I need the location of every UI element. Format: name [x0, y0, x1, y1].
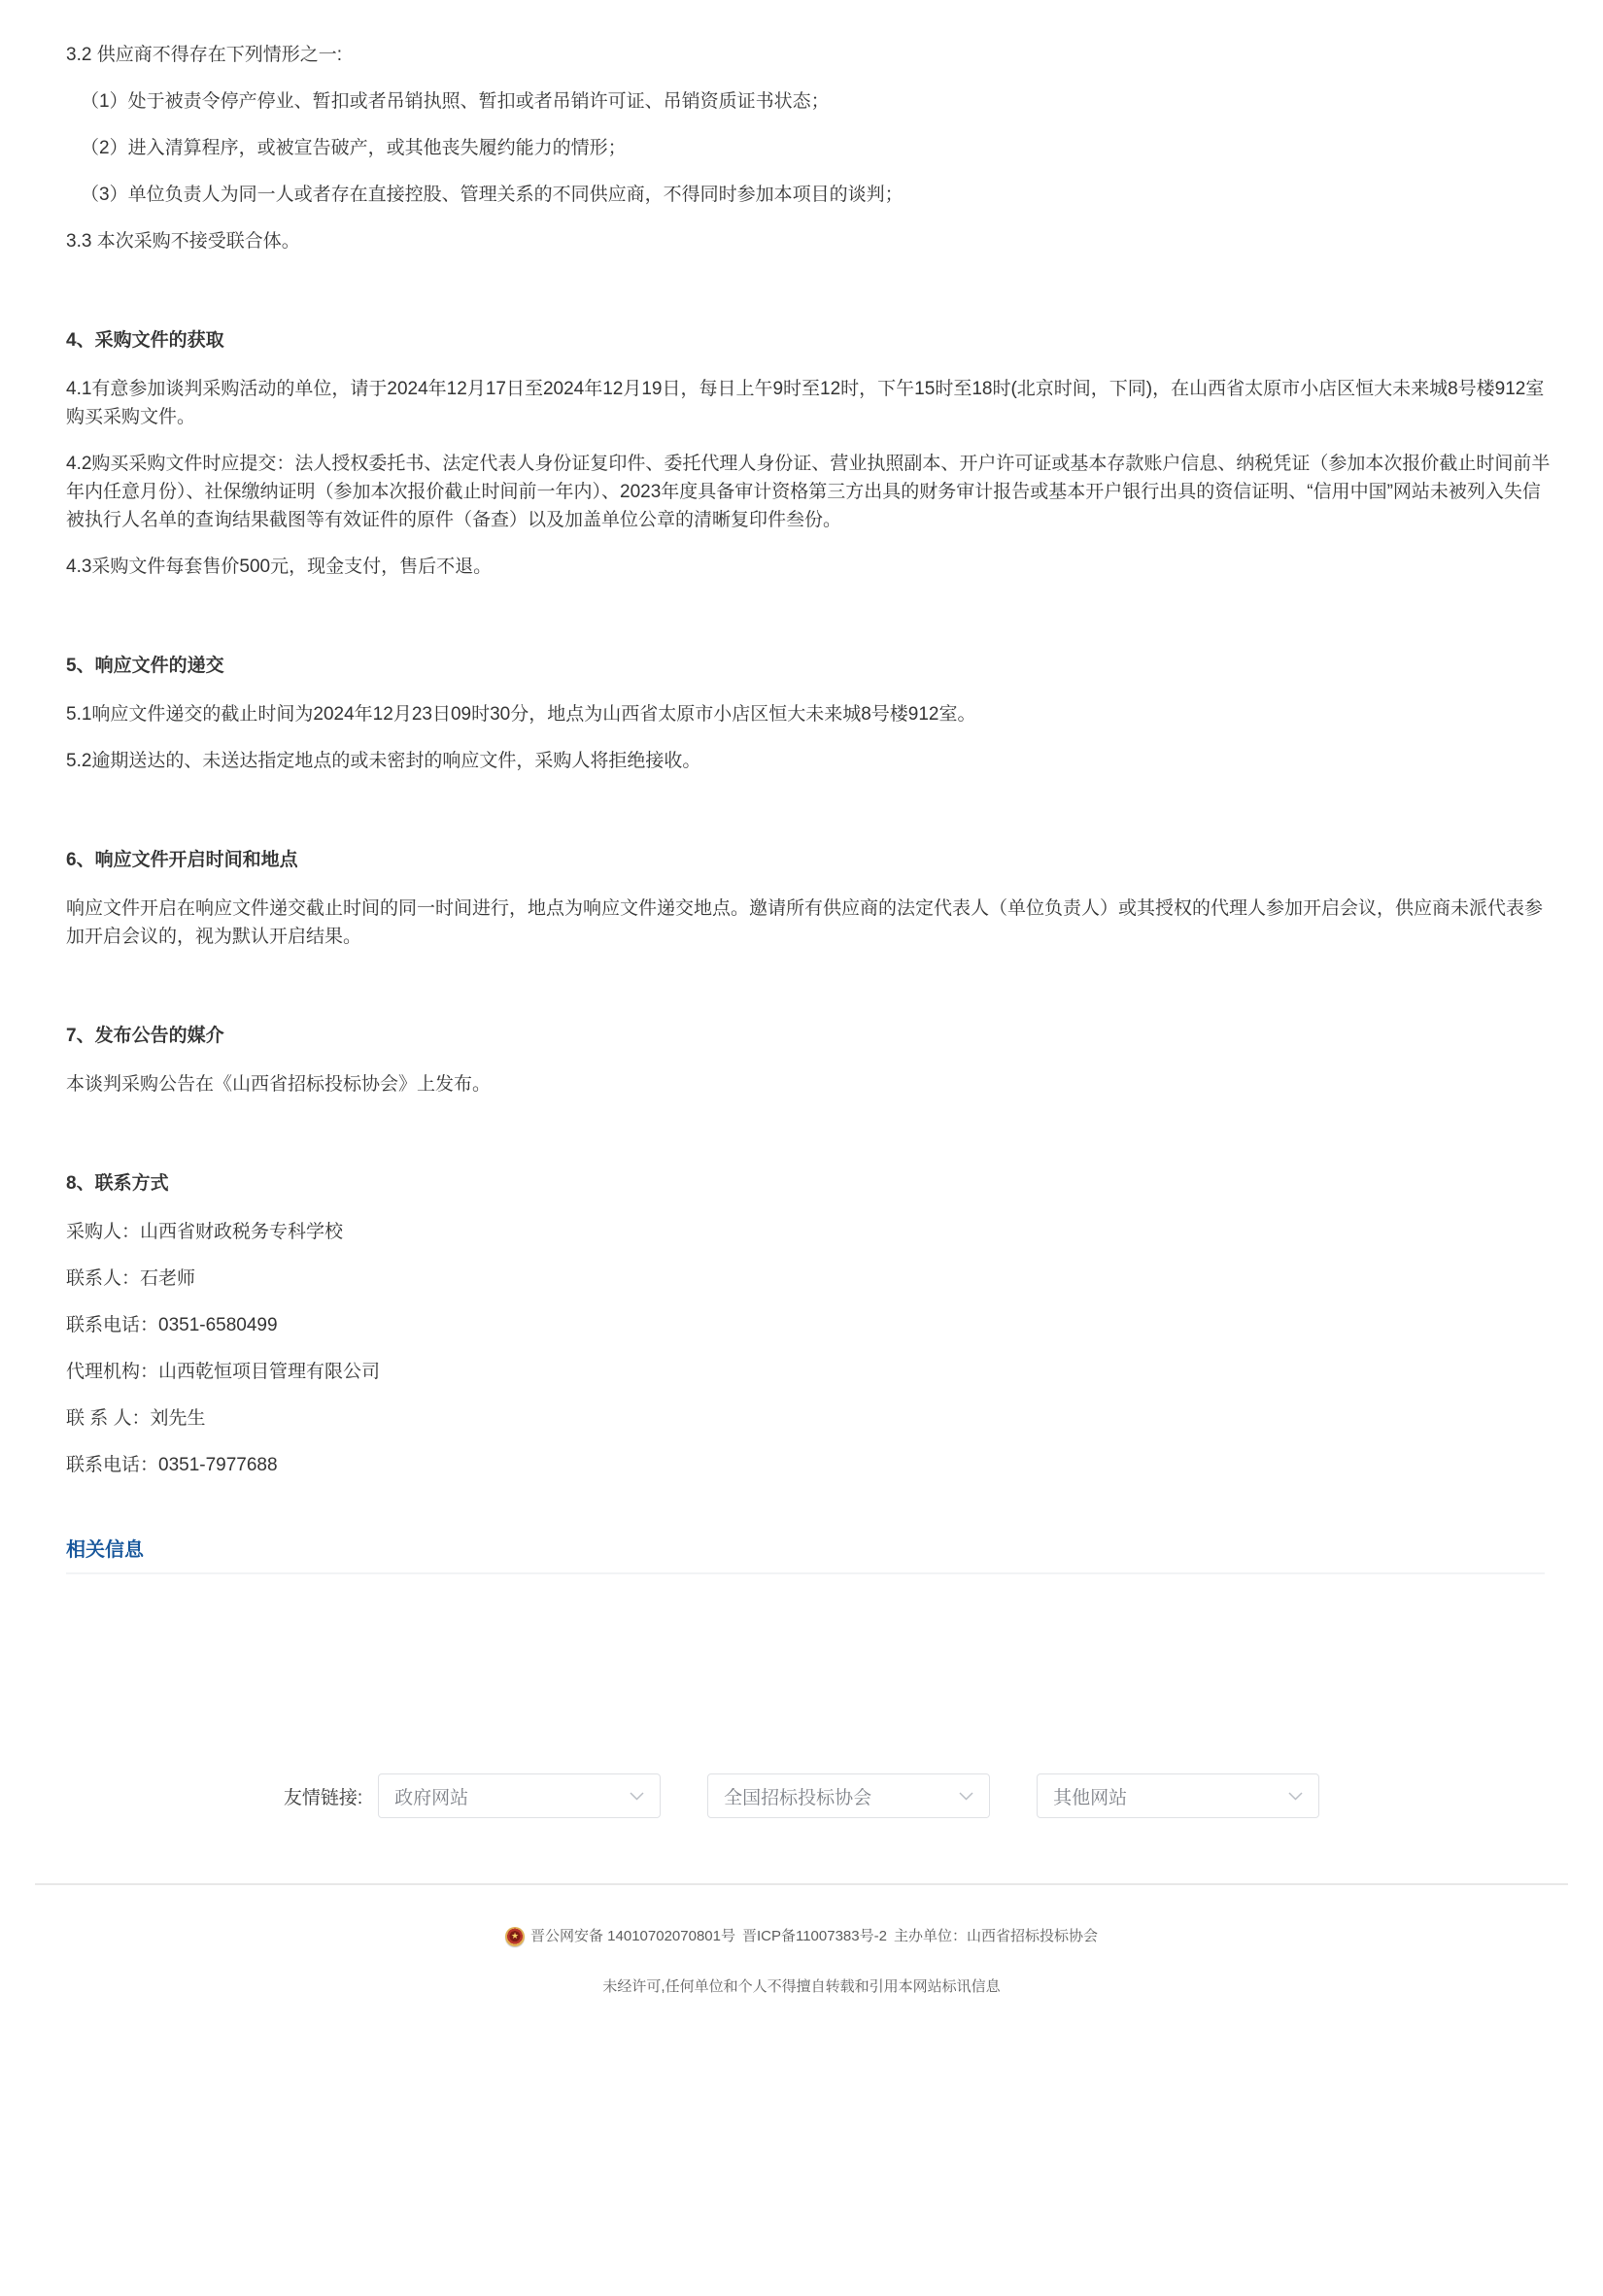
section-heading-contact-info: 8、联系方式	[66, 1173, 169, 1194]
footer-divider	[35, 1883, 1568, 1885]
related-info-title[interactable]: 相关信息	[66, 1539, 144, 1561]
contact-person: 联系人：石老师	[66, 1268, 196, 1289]
clause-5-2: 5.2逾期送达的、未送达指定地点的或未密封的响应文件，采购人将拒绝接收。	[66, 751, 701, 771]
select-value-government: 政府网站	[394, 1787, 469, 1808]
contact-agency-phone: 联系电话：0351-7977688	[66, 1455, 278, 1475]
select-value-other-sites: 其他网站	[1053, 1787, 1128, 1808]
clause-3-2-item-1: （1）处于被责令停产停业、暂扣或者吊销执照、暂扣或者吊销许可证、吊销资质证书状态；	[81, 91, 830, 112]
friendly-links-label: 友情链接:	[283, 1787, 363, 1808]
footer-beian-line	[0, 1926, 1603, 1946]
friendly-links-select-other-sites[interactable]	[1037, 1773, 1319, 1818]
clause-4-2: 4.2购买采购文件时应提交：法人授权委托书、法定代表人身份证复印件、委托代理人身份证、营业执照副本、开户许可证或基本存款账户信息、纳税凭证（参加本次报价截止时间前半年内任意月份）、社保缴纳证明（参加本次报价截止时间前一年内）、2023年度具备审计资格第三方出具的财务审计报告或基本开户银行出具的资信证明、“信用中国”网站未被列入失信被执行人名单的查询结果截图等有效证件的原件（备查）以及加盖单位公章的清晰复印件叁份。	[66, 454, 1551, 530]
clause-7-body: 本谈判采购公告在《山西省招标投标协会》上发布。	[66, 1074, 492, 1095]
chevron-down-icon	[630, 1792, 644, 1801]
related-info-divider	[66, 1572, 1545, 1574]
host-unit-text: 主办单位：山西省招标投标协会	[893, 1928, 1098, 1944]
contact-purchaser: 采购人：山西省财政税务专科学校	[66, 1222, 344, 1242]
clause-3-2: 3.2 供应商不得存在下列情形之一:	[66, 45, 342, 65]
chevron-down-icon	[1288, 1792, 1303, 1801]
gongan-beian-text: 晋公网安备 14010702070801号	[530, 1928, 735, 1944]
friendly-links-select-national-associations[interactable]	[707, 1773, 990, 1818]
footer-copyright-line: 未经许可,任何单位和个人不得擅自转载和引用本网站标讯信息	[602, 1978, 1001, 1995]
friendly-links-row	[0, 1773, 1603, 1818]
section-heading-announcement-media: 7、发布公告的媒介	[66, 1026, 224, 1046]
clause-3-2-item-2: （2）进入清算程序，或被宣告破产，或其他丧失履约能力的情形；	[81, 138, 627, 158]
clause-4-3: 4.3采购文件每套售价500元，现金支付，售后不退。	[66, 557, 493, 577]
section-heading-response-submission: 5、响应文件的递交	[66, 656, 224, 676]
gongan-beian-link[interactable]	[505, 1926, 735, 1946]
public-security-badge-icon: ★	[505, 1927, 525, 1946]
clause-3-2-item-3: （3）单位负责人为同一人或者存在直接控股、管理关系的不同供应商，不得同时参加本项目的谈判；	[81, 185, 904, 205]
section-heading-opening-time-place: 6、响应文件开启时间和地点	[66, 850, 298, 870]
related-info-section	[66, 1536, 1556, 1574]
clause-3-3: 3.3 本次采购不接受联合体。	[66, 231, 300, 252]
select-value-national-associations: 全国招标投标协会	[724, 1787, 872, 1808]
clause-6-body: 响应文件开启在响应文件递交截止时间的同一时间进行，地点为响应文件递交地点。邀请所有供应商的法定代表人（单位负责人）或其授权的代理人参加开启会议，供应商未派代表参加开启会议的，视为默认开启结果。	[66, 898, 1544, 947]
icp-beian-link[interactable]	[742, 1926, 887, 1946]
section-heading-document-acquisition: 4、采购文件的获取	[66, 330, 224, 351]
clause-4-1: 4.1有意参加谈判采购活动的单位，请于2024年12月17日至2024年12月19日，每日上午9时至12时，下午15时至18时(北京时间，下同)，在山西省太原市小店区恒大未来城8号楼912室购买采购文件。	[66, 379, 1545, 427]
contact-phone: 联系电话：0351-6580499	[66, 1315, 278, 1335]
friendly-links-select-government[interactable]	[378, 1773, 661, 1818]
icp-beian-text: 晋ICP备11007383号-2	[741, 1928, 887, 1944]
chevron-down-icon	[959, 1792, 973, 1801]
contact-agency: 代理机构：山西乾恒项目管理有限公司	[66, 1362, 381, 1382]
clause-5-1: 5.1响应文件递交的截止时间为2024年12月23日09时30分，地点为山西省太原市小店区恒大未来城8号楼912室。	[66, 704, 976, 725]
contact-agency-person: 联 系 人：刘先生	[66, 1408, 206, 1429]
